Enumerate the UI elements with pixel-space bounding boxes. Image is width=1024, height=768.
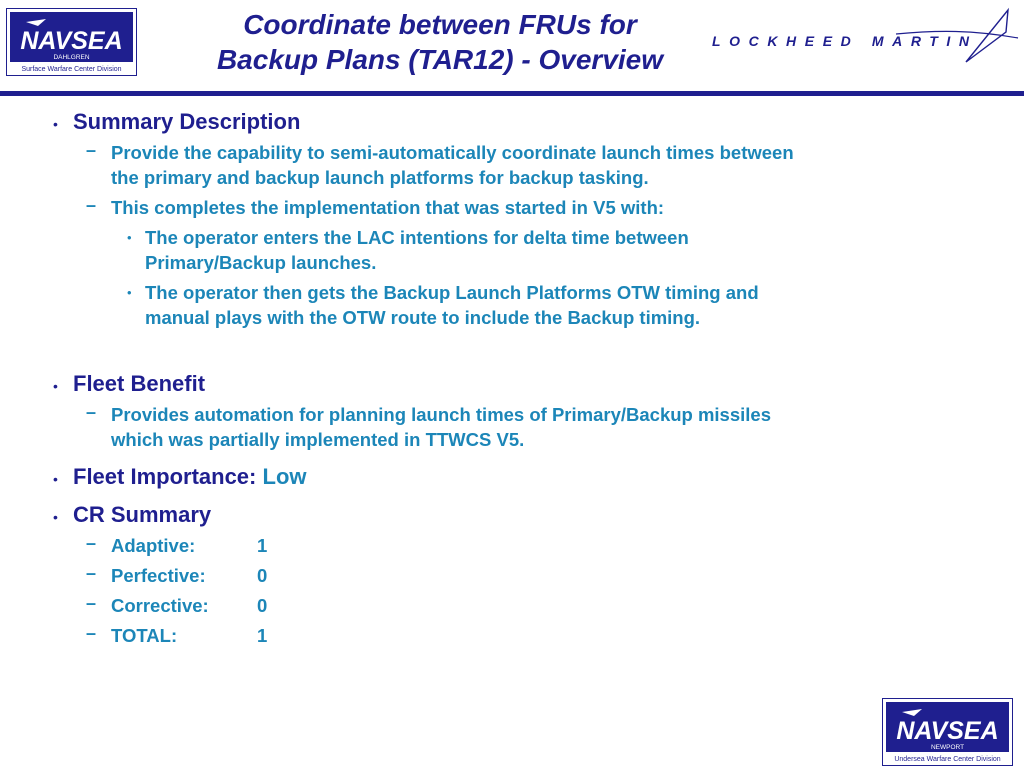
fleet-benefit-heading: Fleet Benefit (73, 371, 206, 396)
bullet-glyph: • (127, 285, 132, 300)
logo-br-division: Undersea Warfare Center Division (894, 756, 1001, 763)
cr-row-adaptive (111, 533, 267, 558)
dash-glyph: – (86, 402, 97, 422)
cr-row-label: Adaptive: (111, 535, 196, 556)
cr-row-perfective (111, 563, 267, 588)
fleet-importance-label: Fleet Importance: (73, 464, 257, 489)
summary-sub2a-line2: Primary/Backup launches. (145, 252, 377, 273)
lockheed-martin-wordmark: LOCKHEED MARTIN (712, 33, 978, 49)
logo-br-location: NEWPORT (930, 744, 965, 751)
cr-row-value: 0 (257, 565, 268, 586)
logo-tl-name: NAVSEA (20, 27, 123, 55)
logo-tl-location: DAHLGREN (53, 54, 90, 61)
slide-title-line1: Coordinate between FRUs for (243, 9, 637, 40)
slide-title-line2: Backup Plans (TAR12) - Overview (216, 44, 664, 75)
dash-glyph: – (86, 195, 97, 215)
fleet-importance (73, 464, 307, 490)
lockheed-martin-logo (708, 6, 1022, 64)
dash-glyph: – (86, 563, 97, 583)
slide-title (150, 7, 730, 77)
summary-heading: Summary Description (73, 109, 301, 134)
fleet-benefit-sub1-line2: which was partially implemented in TTWCS V5. (111, 429, 525, 450)
bullet-glyph: • (53, 116, 58, 132)
cr-row-label: Perfective: (111, 565, 206, 586)
summary-sub1-line2: the primary and backup launch platforms for backup tasking. (111, 167, 649, 188)
dash-glyph: – (86, 533, 97, 553)
summary-sub1-line1: Provide the capability to semi-automatically coordinate launch times between (111, 142, 794, 163)
cr-row-value: 1 (257, 625, 268, 646)
navsea-dahlgren-logo (6, 8, 137, 76)
cr-row-corrective (111, 593, 267, 618)
dash-glyph: – (86, 623, 97, 643)
cr-row-label: TOTAL: (111, 625, 178, 646)
cr-row-value: 0 (257, 595, 268, 616)
bullet-glyph: • (53, 378, 58, 394)
bullet-glyph: • (53, 509, 58, 525)
bullet-glyph: • (127, 230, 132, 245)
header-divider (0, 91, 1024, 96)
fleet-benefit-sub1-line1: Provides automation for planning launch times of Primary/Backup missiles (111, 404, 771, 425)
cr-row-total (111, 623, 267, 648)
cr-row-label: Corrective: (111, 595, 209, 616)
cr-summary-heading: CR Summary (73, 502, 212, 527)
logo-br-name: NAVSEA (896, 717, 999, 745)
logo-tl-division: Surface Warfare Center Division (21, 66, 122, 73)
cr-row-value: 1 (257, 535, 268, 556)
summary-sub2: This completes the implementation that was started in V5 with: (111, 197, 665, 218)
summary-sub2a-line1: The operator enters the LAC intentions for delta time between (145, 227, 689, 248)
dash-glyph: – (86, 140, 97, 160)
fleet-importance-value: Low (262, 464, 307, 489)
summary-sub2b-line1: The operator then gets the Backup Launch Platforms OTW timing and (145, 282, 759, 303)
navsea-newport-logo (882, 698, 1013, 766)
bullet-glyph: • (53, 471, 58, 487)
summary-sub2b-line2: manual plays with the OTW route to include the Backup timing. (145, 307, 701, 328)
dash-glyph: – (86, 593, 97, 613)
